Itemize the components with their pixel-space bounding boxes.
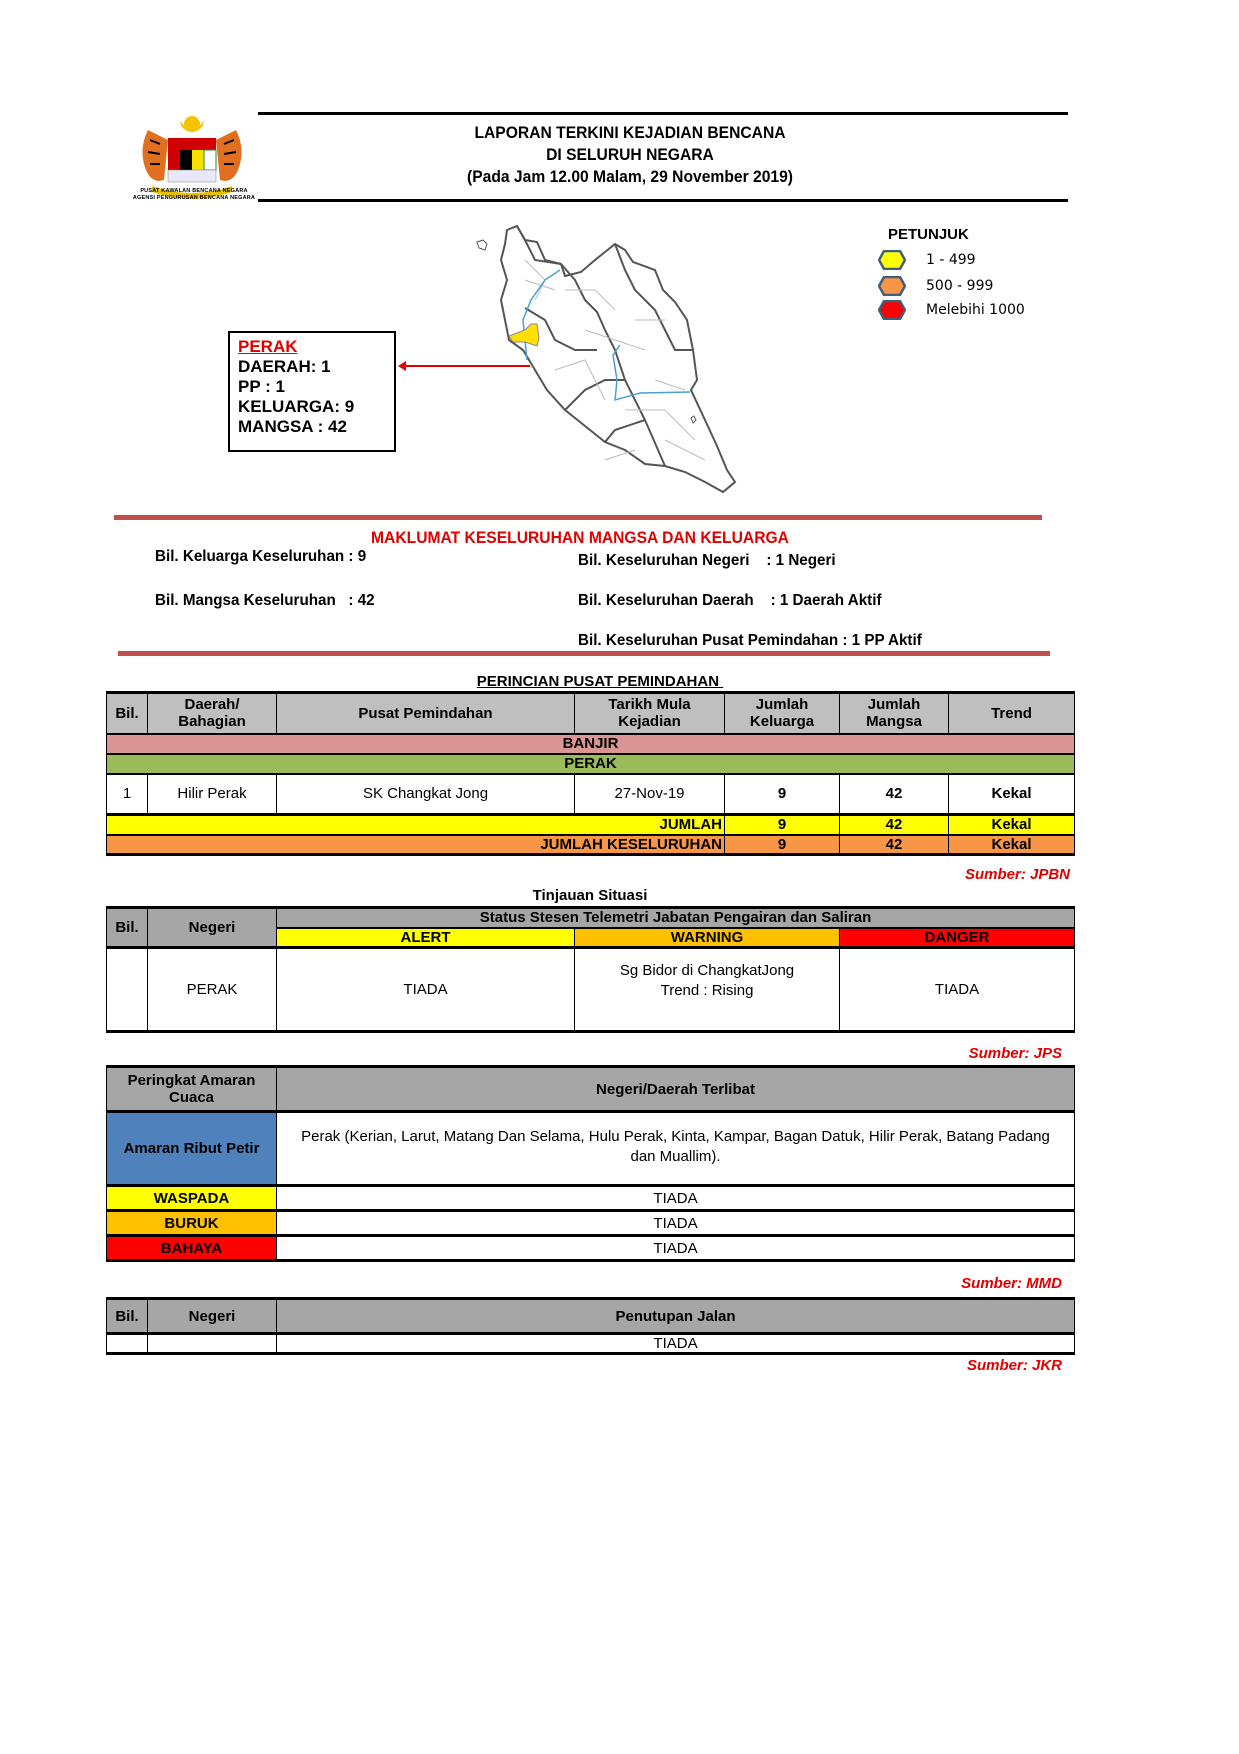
header-daerah-1: Daerah/ [184,696,240,714]
cuaca-level-bahaya: BAHAYA [107,1236,277,1261]
header-keluarga [725,693,840,734]
table-row [107,948,1075,1032]
callout-pp: PP : 1 [238,377,285,396]
cuaca-value-buruk: TIADA [277,1211,1075,1236]
situasi-header-bil: Bil. [107,908,148,948]
legend-title: PETUNJUK [888,226,969,243]
header-trend: Trend [949,693,1075,734]
cuaca-table [106,1065,1075,1262]
jalan-header-penutupan: Penutupan Jalan [277,1299,1075,1334]
situasi-row-warning [575,948,840,1032]
legend-item-high [878,300,1025,320]
report-subtitle: DI SELURUH NEGARA [546,145,714,164]
legend-item-low [878,250,976,270]
header-tarikh-2: Kejadian [618,713,681,731]
table-row [107,1112,1075,1186]
header-keluarga-1: Jumlah [755,696,809,714]
warning-station: Sg Bidor di ChangkatJong [619,962,795,979]
callout-daerah: DAERAH: 1 [238,357,331,376]
jalan-row-bil [107,1334,148,1354]
legend-item-medium [878,276,993,296]
cuaca-value-bahaya: TIADA [277,1236,1075,1261]
jalan-header-row [107,1299,1075,1334]
header-tarikh-1: Tarikh Mula [608,696,691,714]
callout-keluarga: KELUARGA: 9 [238,397,355,416]
perak-callout-box [228,331,396,452]
stat-daerah: Bil. Keseluruhan Daerah : 1 Daerah Aktif [578,592,882,609]
cuaca-header-peringkat-1: Peringkat Amaran [127,1072,256,1089]
cuaca-level-ribut: Amaran Ribut Petir [107,1112,277,1186]
table-row [107,1186,1075,1211]
report-date: (Pada Jam 12.00 Malam, 29 November 2019) [466,167,794,186]
pp-table-caption [100,673,1100,690]
cuaca-level-buruk: BURUK [107,1211,277,1236]
header-mangsa [840,693,949,734]
jumlah-keseluruhan-row [107,835,1075,855]
row-daerah: Hilir Perak [148,774,277,815]
situasi-source: Sumber: JPS [968,1045,1062,1062]
cuaca-header-row [107,1067,1075,1112]
situasi-header-negeri: Negeri [148,908,277,948]
situasi-row-danger: TIADA [840,948,1075,1032]
report-title: LAPORAN TERKINI KEJADIAN BENCANA [474,123,786,142]
jumlah-keseluruhan-mangsa: 42 [840,835,949,855]
warning-trend: Trend : Rising [660,982,754,999]
jalan-header-bil: Bil. [107,1299,148,1334]
row-keluarga: 9 [725,774,840,815]
hexagon-red-icon [878,300,906,320]
hexagon-yellow-icon [878,250,906,270]
callout-mangsa: MANGSA : 42 [238,417,347,436]
callout-state: PERAK [238,337,298,356]
jumlah-keseluruhan-keluarga: 9 [725,835,840,855]
table-row [107,1211,1075,1236]
state-name: PERAK [107,754,1075,774]
situasi-row-negeri: PERAK [148,948,277,1032]
cuaca-level-waspada: WASPADA [107,1186,277,1211]
cuaca-source: Sumber: MMD [961,1275,1062,1292]
table-row [107,1334,1075,1354]
logo-caption-line1: PUSAT KAWALAN BENCANA NEGARA [140,188,248,194]
jumlah-keseluruhan-label: JUMLAH KESELURUHAN [107,835,725,855]
cuaca-value-ribut: Perak (Kerian, Larut, Matang Dan Selama, Hulu Perak, Kinta, Kampar, Bagan Datuk, Hilir Perak, Batang Padang dan Muallim). [277,1112,1075,1186]
header-daerah-2: Bahagian [178,713,246,731]
level-warning: WARNING [575,928,840,948]
situasi-row-alert: TIADA [277,948,575,1032]
legend-label-low: 1 - 499 [926,252,976,268]
callout-arrowhead [398,361,406,371]
situasi-row-bil [107,948,148,1032]
jalan-source: Sumber: JKR [966,1357,1062,1374]
header-pusat: Pusat Pemindahan [277,693,575,734]
state-row [107,754,1075,774]
header-keluarga-2: Keluarga [749,713,815,731]
row-tarikh: 27-Nov-19 [575,774,725,815]
stat-pp: Bil. Keseluruhan Pusat Pemindahan : 1 PP Aktif [578,632,922,649]
jumlah-row [107,815,1075,835]
header-daerah [148,693,277,734]
callout-arrow [400,365,530,367]
situasi-caption: Tinjauan Situasi [532,887,648,904]
table-row [107,774,1075,815]
disaster-type: BANJIR [107,734,1075,754]
situasi-header-status: Status Stesen Telemetri Jabatan Pengairan dan Saliran [277,908,1075,928]
summary-top-divider [114,515,1042,520]
logo-caption-line2: AGENSI PENGURUSAN BENCANA NEGARA [132,195,256,201]
level-danger: DANGER [840,928,1075,948]
jumlah-keluarga: 9 [725,815,840,835]
summary-bottom-divider [118,651,1050,656]
cuaca-header-negeri: Negeri/Daerah Terlibat [277,1067,1075,1112]
header-mangsa-2: Mangsa [866,713,922,731]
row-bil: 1 [107,774,148,815]
table-row [107,1236,1075,1261]
header-top-rule [258,112,1068,115]
row-pusat: SK Changkat Jong [277,774,575,815]
hexagon-orange-icon [878,276,906,296]
stat-negeri: Bil. Keseluruhan Negeri : 1 Negeri [578,552,836,569]
pp-source: Sumber: JPBN [964,866,1070,883]
jalan-row-negeri [148,1334,277,1354]
stat-mangsa: Bil. Mangsa Keseluruhan : 42 [155,592,375,609]
stat-keluarga: Bil. Keluarga Keseluruhan : 9 [155,548,367,565]
pusat-pemindahan-table [106,691,1075,856]
cuaca-header-peringkat [107,1067,277,1112]
header-bil: Bil. [107,693,148,734]
penutupan-jalan-table [106,1297,1075,1355]
jalan-row-penutupan: TIADA [277,1334,1075,1354]
level-alert: ALERT [277,928,575,948]
summary-title: MAKLUMAT KESELURUHAN MANGSA DAN KELUARGA [371,528,789,547]
jumlah-keseluruhan-trend: Kekal [949,835,1075,855]
jumlah-mangsa: 42 [840,815,949,835]
cuaca-value-waspada: TIADA [277,1186,1075,1211]
disaster-type-row [107,734,1075,754]
legend-label-medium: 500 - 999 [926,278,994,294]
cuaca-header-peringkat-2: Cuaca [168,1089,215,1106]
pp-header-row [107,693,1075,734]
jumlah-trend: Kekal [949,815,1075,835]
row-mangsa: 42 [840,774,949,815]
pp-caption-text: PERINCIAN PUSAT PEMINDAHAN [476,673,724,690]
peninsular-malaysia-map [465,220,745,505]
situasi-table [106,906,1075,1033]
legend-label-high: Melebihi 1000 [926,302,1025,318]
row-trend: Kekal [949,774,1075,815]
header-bottom-rule [258,199,1068,202]
header-mangsa-1: Jumlah [867,696,921,714]
jumlah-label: JUMLAH [107,815,725,835]
situasi-header-row [107,908,1075,928]
header-tarikh [575,693,725,734]
jalan-header-negeri: Negeri [148,1299,277,1334]
